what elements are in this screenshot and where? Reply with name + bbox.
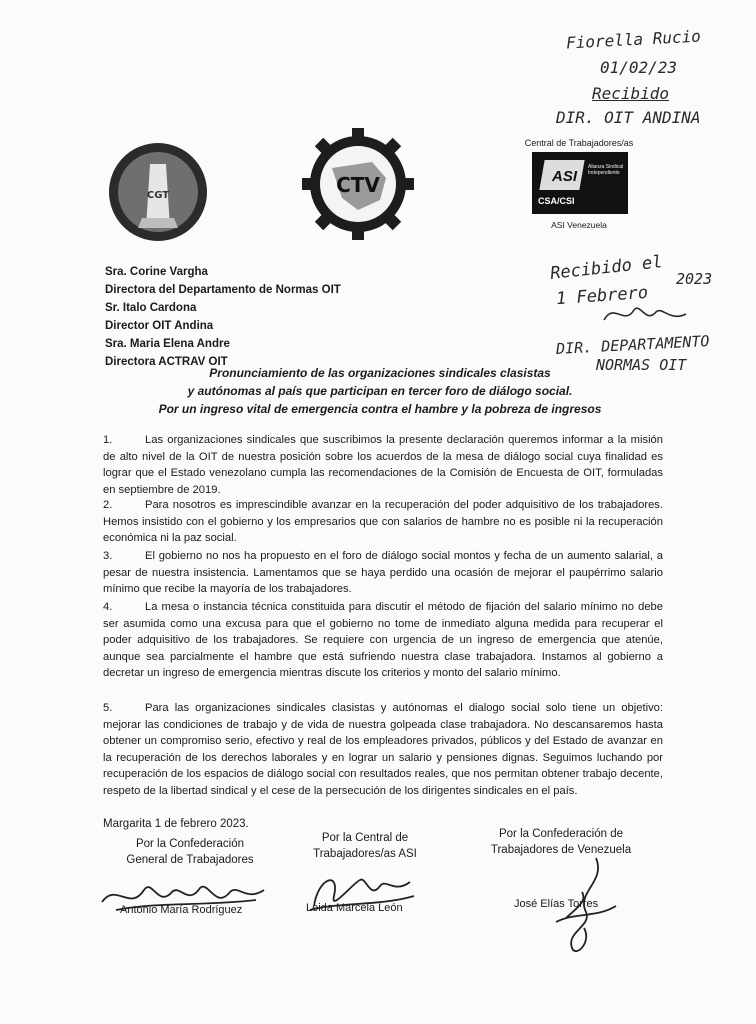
paragraph-text: Para nosotros es imprescindible avanzar en la recuperación del poder adquisitivo de los trabajadores. Hemos insistido con el gobierno y los empresarios que con salarios de hambre no es posible ni la recuperación económica ni la paz social. [103, 499, 663, 544]
signatory-asi [290, 830, 440, 862]
paragraph-4 [103, 599, 663, 699]
cgt-logo-text: CGT [146, 190, 170, 201]
signatory-line-2: Trabajadores/as ASI [313, 848, 417, 860]
addressee-3-title: Directora ACTRAV OIT [105, 356, 228, 368]
paragraph-number: 1. [103, 434, 113, 446]
signatory-cgt [110, 836, 270, 868]
place-date: Margarita 1 de febrero 2023. [103, 818, 249, 830]
paragraph-text: El gobierno no nos ha propuesto en el foro de diálogo social montos y fecha de un aumento salarial, a pesar de nuestra insistencia. Lamentamos que se haya perdido una ocasión de mejorar el paupérrimo salario mínimo que recibe la mayoría de los trabajadores. [103, 550, 663, 595]
paragraph-number: 5. [103, 702, 113, 714]
title-line-3: Por un ingreso vital de emergencia contra el hambre y la pobreza de ingresos [158, 402, 602, 416]
handwritten-date: 01/02/23 [600, 58, 678, 77]
signatory-line-1: Por la Confederación [135, 838, 245, 850]
signatory-name-rodriguez: Antonio María Rodríguez [120, 904, 243, 916]
initials-scribble [600, 300, 690, 328]
signatory-line-2: Trabajadores de Venezuela [490, 844, 632, 856]
asi-mark-box [532, 152, 628, 214]
paragraph-text: Las organizaciones sindicales que suscribimos la presente declaración queremos informar a la misión de alto nivel de la OIT de nuestra posición sobre los acuerdos de la mesa de diálogo social cuya finalidad es lograr que el Estado venezolano cumpla las recomendaciones de la Comisión de Encuesta de OIT, formuladas en septiembre de 2019. [103, 434, 663, 496]
paragraph-number: 4. [103, 601, 113, 613]
addressee-2: Sr. Italo Cardona [105, 302, 197, 314]
asi-header: Central de Trabajadores/as [524, 138, 634, 148]
signatory-name-leon: Leida Marcela León [306, 902, 403, 914]
addressee-3: Sra. Maria Elena Andre [105, 338, 230, 350]
paragraph-number: 3. [103, 550, 113, 562]
paragraph-1 [103, 432, 663, 498]
handwritten-name: Fiorella Rucio [565, 26, 702, 53]
signatory-line-1: Por la Central de [321, 832, 409, 844]
handwritten-received: Recibido [592, 84, 670, 103]
paragraph-text: Para las organizaciones sindicales clasistas y autónomas el dialogo social solo tiene un objetivo: mejorar las condiciones de trabajo y de vida de nuestra golpeada clase trabajadora. No descansaremos hasta obtener un compromiso serio, efectivo y real de los empleadores privados, públicos y del Estado de avanzar en la recuperación de los derechos laborales y en lograr un salario y pensiones dignas. Seguimos luchando por recuperación de los espacios de diálogo social con resultados reales, que nos permitan obtener trabajo decente, respeto de la libertad sindical y el cese de la persecución de los dirigentes sindicales en el país. [103, 702, 663, 797]
title-line-1: Pronunciamiento de las organizaciones sindicales clasistas [209, 366, 551, 380]
paragraph-number: 2. [103, 499, 113, 511]
signatory-line-1: Por la Confederación de [498, 828, 624, 840]
addressee-2-title: Director OIT Andina [105, 320, 214, 332]
asi-badge: CSA/CSI [538, 196, 575, 206]
handwritten-dir-normas-2: NORMAS OIT [596, 356, 687, 374]
paragraph-2 [103, 497, 663, 547]
paragraph-3 [103, 548, 663, 598]
paragraph-5 [103, 700, 663, 815]
cgt-logo [108, 142, 208, 242]
asi-logo [524, 138, 644, 238]
signatory-name-torres: José Elías Torres [514, 898, 599, 910]
ctv-logo [302, 128, 414, 240]
asi-sub-text: Alianza Sindical Independiente [588, 164, 624, 176]
handwritten-dir-normas-1: DIR. DEPARTAMENTO [555, 331, 710, 359]
handwritten-dir-andina: DIR. OIT ANDINA [556, 108, 701, 127]
asi-footer: ASI Venezuela [551, 220, 607, 230]
addressee-1-title: Directora del Departamento de Normas OIT [105, 284, 341, 296]
handwritten-year: 2023 [676, 270, 713, 288]
paragraph-text: La mesa o instancia técnica constituida para discutir el método de fijación del salario mínimo no debe ser asumida como una excusa para que el gobierno no tome de inmediato alguna medida para recuperar el poder adquisitivo de los trabajadores. Se requiere con urgencia de un ingreso de emergencia que atenúe, aunque sea parcialmente el hambre que está sufriendo nuestra clase trabajadora. Instamos al gobierno a decretar un ingreso de emergencia mientras discute los criterios y monto del salario mínimo. [103, 601, 663, 679]
signatory-line-2: General de Trabajadores [126, 854, 254, 866]
ctv-logo-text: CTV [336, 173, 380, 197]
asi-mark-text: ASI [552, 168, 578, 185]
title-line-2: y autónomas al país que participan en tercer foro de diálogo social. [187, 384, 573, 398]
handwritten-date-2: 1 Febrero [555, 282, 649, 310]
handwritten-received-2: Recibido el [549, 252, 664, 284]
addressee-1: Sra. Corine Vargha [105, 266, 208, 278]
